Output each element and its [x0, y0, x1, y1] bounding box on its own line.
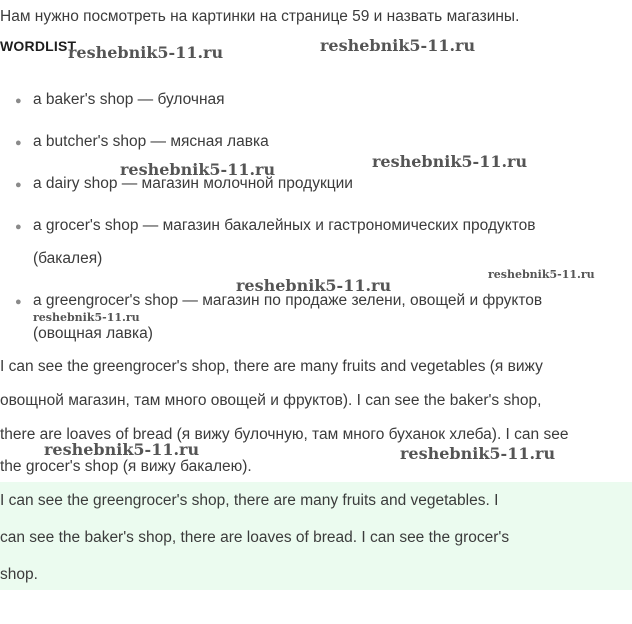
- watermark: reshebnik5-11.ru: [68, 43, 224, 62]
- answer-block: [0, 482, 632, 590]
- list-item-continuation: (овощная лавка): [33, 325, 153, 342]
- watermark: reshebnik5-11.ru: [44, 440, 200, 459]
- answer-line: can see the baker's shop, there are loaves of bread. I can see the grocer's: [0, 529, 510, 546]
- watermark: reshebnik5-11.ru: [236, 276, 392, 295]
- list-item: a greengrocer's shop — магазин по продаже зелени, овощей и фруктов: [33, 292, 543, 309]
- bullet-icon: ●: [15, 179, 22, 191]
- answer-line: I can see the greengrocer's shop, there are many fruits and vegetables. I: [0, 492, 499, 509]
- watermark: reshebnik5-11.ru: [320, 36, 476, 55]
- watermark: reshebnik5-11.ru: [33, 311, 140, 324]
- bullet-icon: ●: [15, 296, 22, 308]
- paragraph-line: I can see the greengrocer's shop, there are many fruits and vegetables (я вижу: [0, 358, 543, 375]
- watermark: reshebnik5-11.ru: [488, 268, 595, 281]
- paragraph-line: the grocer's shop (я вижу бакалею).: [0, 458, 252, 475]
- watermark: reshebnik5-11.ru: [400, 444, 556, 463]
- list-item: a grocer's shop — магазин бакалейных и гастрономических продуктов: [33, 217, 536, 234]
- wordlist-heading: WORDLIST: [0, 38, 77, 54]
- answer-line: shop.: [0, 566, 38, 583]
- watermark: reshebnik5-11.ru: [120, 160, 276, 179]
- bullet-icon: ●: [15, 137, 22, 149]
- list-item-continuation: (бакалея): [33, 250, 103, 267]
- paragraph-line: there are loaves of bread (я вижу булочную, там много буханок хлеба). I can see: [0, 426, 569, 443]
- paragraph-line: овощной магазин, там много овощей и фруктов). I can see the baker's shop,: [0, 392, 542, 409]
- list-item: a dairy shop — магазин молочной продукции: [33, 175, 353, 192]
- list-item: a baker's shop — булочная: [33, 91, 225, 108]
- list-item: a butcher's shop — мясная лавка: [33, 133, 269, 150]
- instruction-text: Нам нужно посмотреть на картинки на странице 59 и назвать магазины.: [0, 8, 520, 25]
- bullet-icon: ●: [15, 95, 22, 107]
- bullet-icon: ●: [15, 221, 22, 233]
- watermark: reshebnik5-11.ru: [372, 152, 528, 171]
